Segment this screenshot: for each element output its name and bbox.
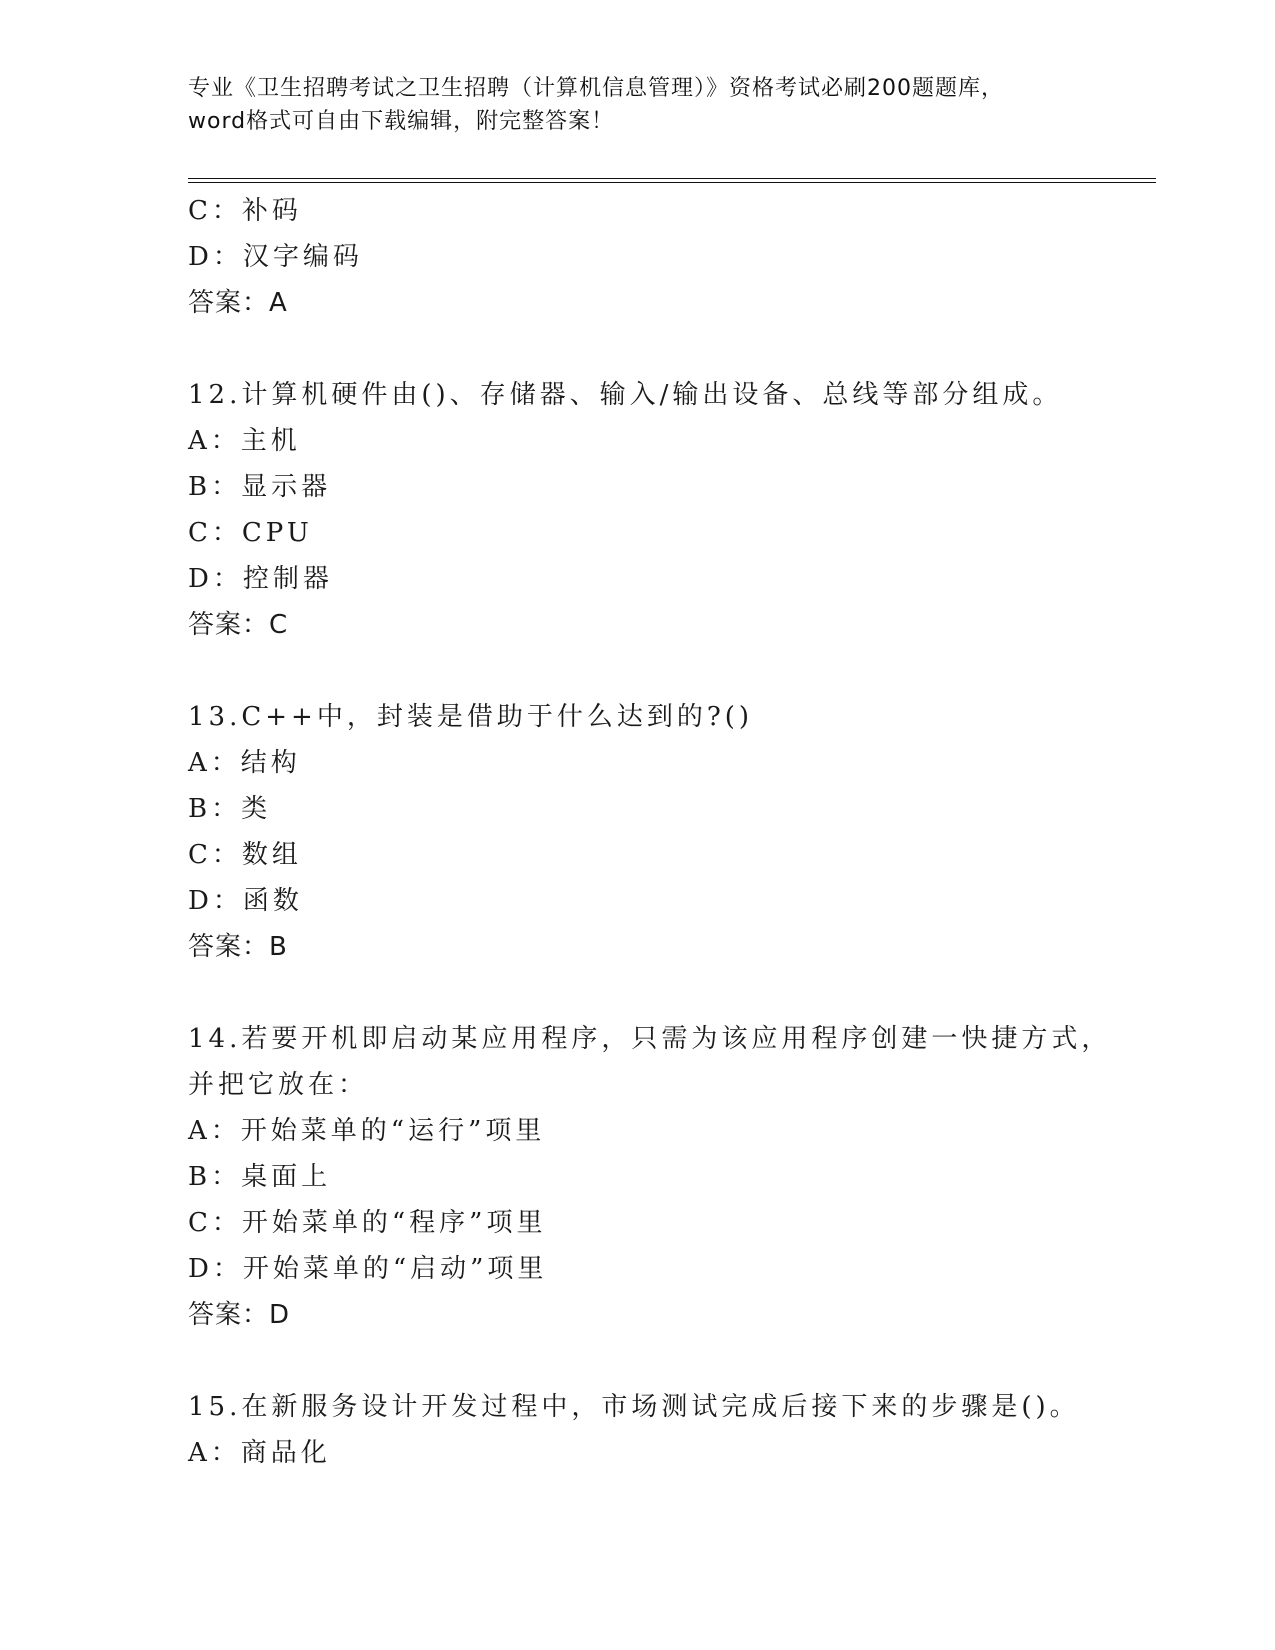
- question-stem-continued: 并把它放在：: [188, 1070, 369, 1100]
- question-14: [188, 1016, 1148, 1338]
- answer: 答案：B: [188, 932, 288, 962]
- question-15: [188, 1384, 1148, 1476]
- option-b: B：桌面上: [188, 1162, 332, 1192]
- header-line-1: 专业《卫生招聘考试之卫生招聘（计算机信息管理）》资格考试必刷200题题库，: [188, 76, 1004, 101]
- option-d: D：控制器: [188, 564, 333, 594]
- question-stem: 15.在新服务设计开发过程中，市场测试完成后接下来的步骤是()。: [188, 1392, 1080, 1422]
- question-12: [188, 372, 1148, 648]
- option-c: C：开始菜单的“程序”项里: [188, 1208, 547, 1238]
- option-b: B：显示器: [188, 472, 332, 502]
- option-b: B：类: [188, 794, 272, 824]
- option-d: D：汉字编码: [188, 242, 363, 272]
- option-a: A：开始菜单的“运行”项里: [188, 1116, 546, 1146]
- question-stem: 12.计算机硬件由()、存储器、输入/输出设备、总线等部分组成。: [188, 380, 1063, 410]
- question-list: [188, 188, 1148, 1476]
- question-stem: 14.若要开机即启动某应用程序，只需为该应用程序创建一快捷方式，: [188, 1024, 1112, 1054]
- header-divider: [188, 178, 1156, 183]
- question-11-continued: [188, 188, 1148, 326]
- answer: 答案：D: [188, 1300, 291, 1330]
- document-header: [188, 72, 1088, 138]
- option-c: C：数组: [188, 840, 302, 870]
- option-a: A：主机: [188, 426, 301, 456]
- option-d: D：开始菜单的“启动”项里: [188, 1254, 548, 1284]
- option-c: C：补码: [188, 196, 302, 226]
- header-line-2: word格式可自由下载编辑，附完整答案！: [188, 109, 615, 134]
- option-a: A：商品化: [188, 1438, 331, 1468]
- option-a: A：结构: [188, 748, 301, 778]
- option-d: D：函数: [188, 886, 303, 916]
- question-stem: 13.C++中，封装是借助于什么达到的?(): [188, 702, 754, 732]
- answer: 答案：C: [188, 610, 289, 640]
- question-13: [188, 694, 1148, 970]
- option-c: C：CPU: [188, 518, 313, 548]
- answer: 答案：A: [188, 288, 288, 318]
